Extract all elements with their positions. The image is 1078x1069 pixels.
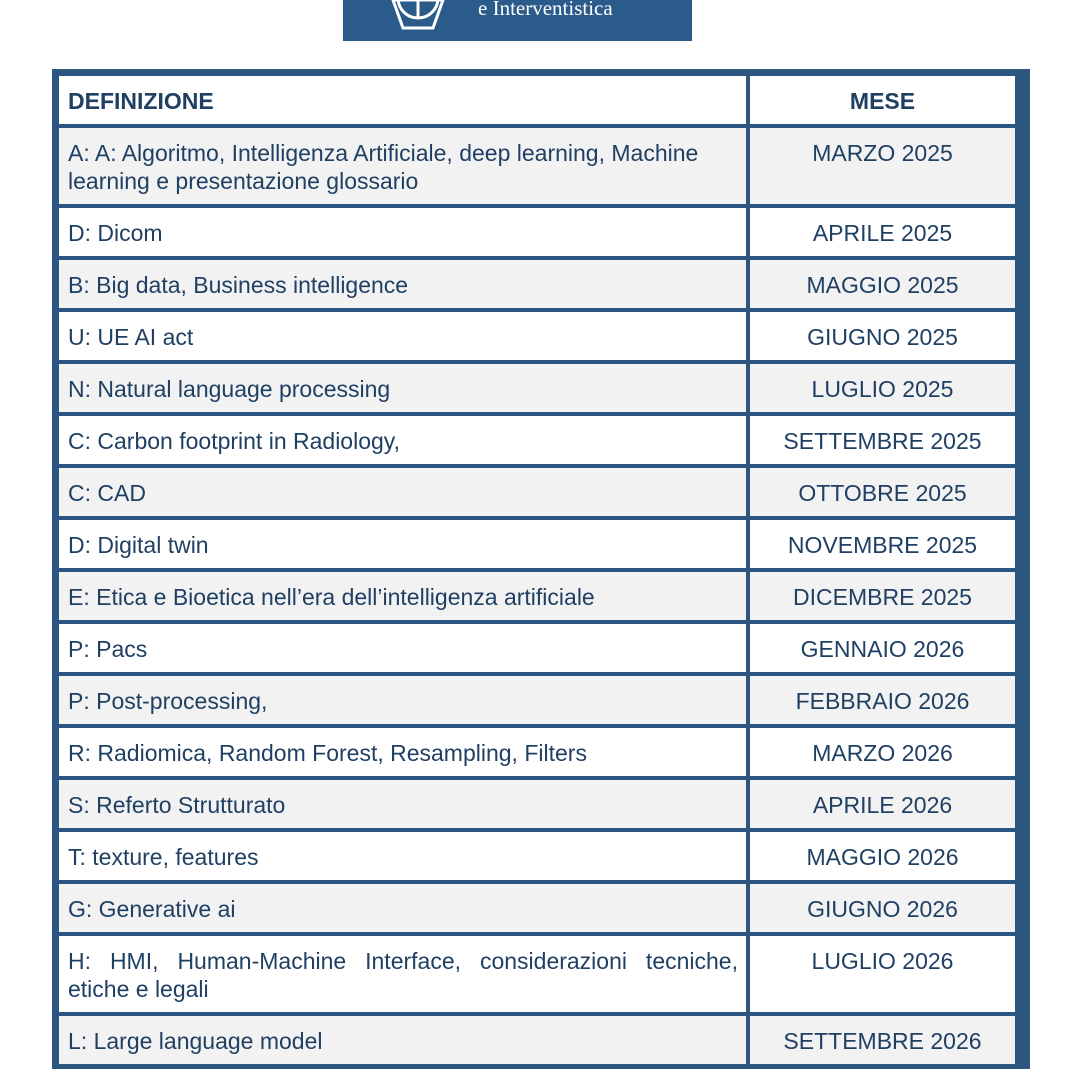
definizione-cell: C: Carbon footprint in Radiology, bbox=[59, 416, 746, 464]
mese-cell: SETTEMBRE 2025 bbox=[746, 416, 1015, 464]
mese-cell: MARZO 2026 bbox=[746, 728, 1015, 776]
mese-cell: GENNAIO 2026 bbox=[746, 624, 1015, 672]
table-row bbox=[59, 416, 1015, 464]
definizione-cell: L: Large language model bbox=[59, 1016, 746, 1064]
mese-cell: MAGGIO 2026 bbox=[746, 832, 1015, 880]
mese-cell: FEBBRAIO 2026 bbox=[746, 676, 1015, 724]
mese-cell: DICEMBRE 2025 bbox=[746, 572, 1015, 620]
table-row bbox=[59, 260, 1015, 308]
mese-cell: SETTEMBRE 2026 bbox=[746, 1016, 1015, 1064]
definizione-cell: S: Referto Strutturato bbox=[59, 780, 746, 828]
definizione-cell: D: Dicom bbox=[59, 208, 746, 256]
definizione-cell: U: UE AI act bbox=[59, 312, 746, 360]
definizione-cell: T: texture, features bbox=[59, 832, 746, 880]
mese-cell: LUGLIO 2025 bbox=[746, 364, 1015, 412]
table-row bbox=[59, 624, 1015, 672]
definizione-cell: E: Etica e Bioetica nell’era dell’intelligenza artificiale bbox=[59, 572, 746, 620]
definizione-cell: H: HMI, Human-Machine Interface, considerazioni tecniche, etiche e legali bbox=[59, 936, 746, 1012]
table-row bbox=[59, 936, 1015, 1012]
table-row bbox=[59, 520, 1015, 568]
table-row bbox=[59, 364, 1015, 412]
banner-title: e Interventistica bbox=[478, 0, 613, 20]
table-row bbox=[59, 468, 1015, 516]
table-row bbox=[59, 780, 1015, 828]
table-row bbox=[59, 728, 1015, 776]
definizione-cell: B: Big data, Business intelligence bbox=[59, 260, 746, 308]
definizione-cell: R: Radiomica, Random Forest, Resampling, Filters bbox=[59, 728, 746, 776]
table-row bbox=[59, 128, 1015, 204]
table-row bbox=[59, 312, 1015, 360]
definizione-cell: A: A: Algoritmo, Intelligenza Artificiale, deep learning, Machine learning e presentazione glossario bbox=[59, 128, 746, 204]
mese-cell: MARZO 2025 bbox=[746, 128, 1015, 204]
definizione-cell: G: Generative ai bbox=[59, 884, 746, 932]
header-banner bbox=[343, 0, 692, 41]
column-header-mese: MESE bbox=[746, 76, 1015, 124]
mese-cell: GIUGNO 2026 bbox=[746, 884, 1015, 932]
mese-cell: LUGLIO 2026 bbox=[746, 936, 1015, 1012]
definizione-cell: P: Pacs bbox=[59, 624, 746, 672]
mese-cell: APRILE 2025 bbox=[746, 208, 1015, 256]
table-row bbox=[59, 884, 1015, 932]
table-header-row bbox=[59, 76, 1015, 124]
mese-cell: MAGGIO 2025 bbox=[746, 260, 1015, 308]
table-row bbox=[59, 676, 1015, 724]
definizione-cell: D: Digital twin bbox=[59, 520, 746, 568]
mese-cell: NOVEMBRE 2025 bbox=[746, 520, 1015, 568]
glossary-table bbox=[59, 72, 1015, 1068]
definizione-cell: C: CAD bbox=[59, 468, 746, 516]
table-row bbox=[59, 1016, 1015, 1064]
table-row bbox=[59, 572, 1015, 620]
definizione-cell: P: Post-processing, bbox=[59, 676, 746, 724]
definizione-cell: N: Natural language processing bbox=[59, 364, 746, 412]
column-header-definizione: DEFINIZIONE bbox=[59, 76, 746, 124]
mese-cell: OTTOBRE 2025 bbox=[746, 468, 1015, 516]
mese-cell: GIUGNO 2025 bbox=[746, 312, 1015, 360]
mese-cell: APRILE 2026 bbox=[746, 780, 1015, 828]
table-row bbox=[59, 832, 1015, 880]
table-row bbox=[59, 208, 1015, 256]
society-logo-icon bbox=[363, 0, 473, 32]
glossary-table-container bbox=[52, 69, 1030, 1069]
